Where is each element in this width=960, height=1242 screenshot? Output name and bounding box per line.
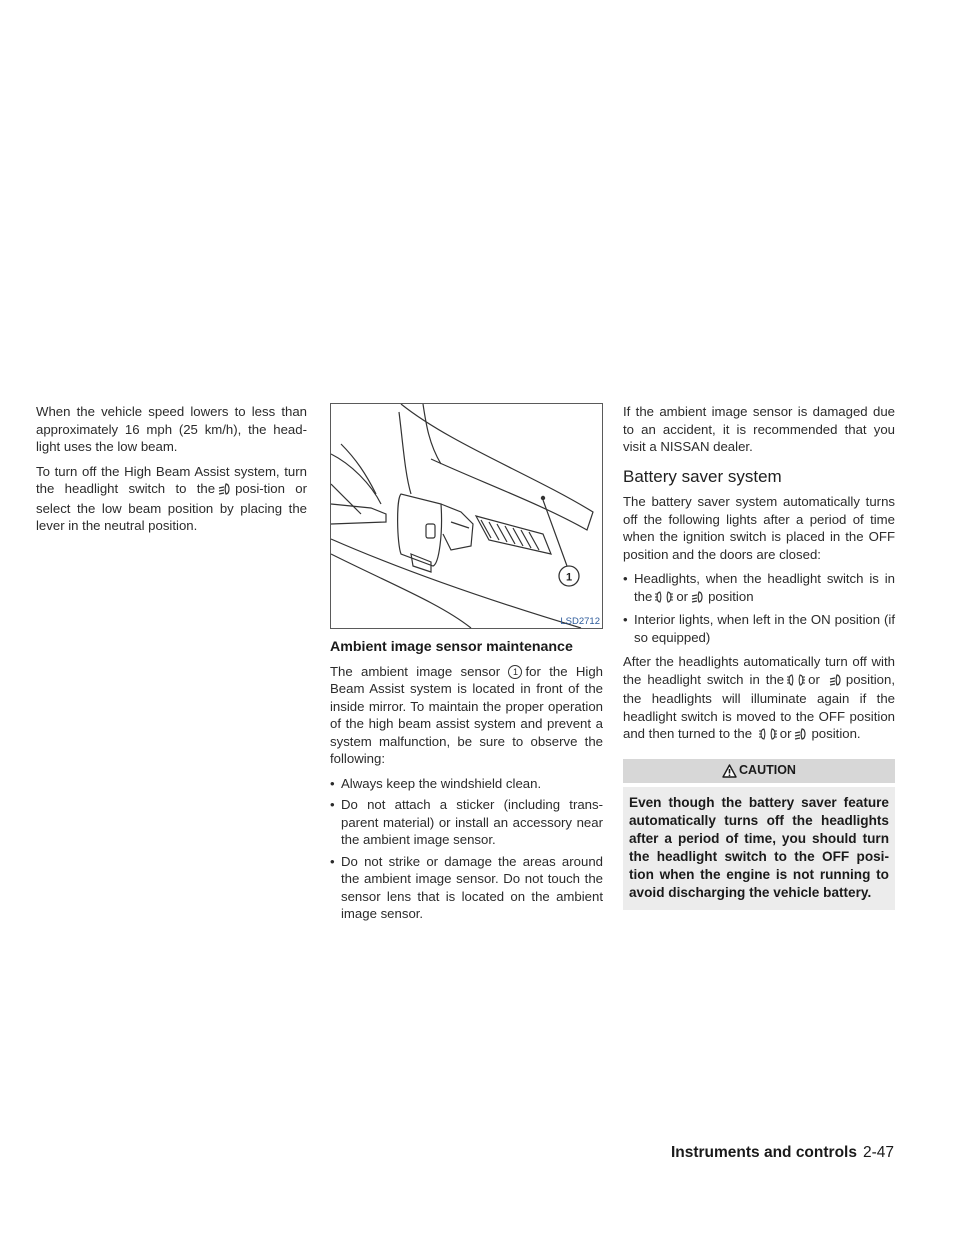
figure-code: LSD2712 <box>560 616 600 627</box>
headlight-icon <box>829 673 843 691</box>
heading-sensor-maintenance: Ambient image sensor maintenance <box>330 639 573 655</box>
callout-number: 1 <box>565 571 573 584</box>
page-footer <box>0 1144 894 1162</box>
page-number: 2-47 <box>862 1144 894 1161</box>
paragraph-sensor-location: The ambient image sensor 1 for the High Beam Assist system is located in front of the inside mirror. To maintain the proper operation of the high beam assist system and prevent a system malfunction, be sure to observe the following: <box>330 663 603 766</box>
chapter-title: Instruments and controls <box>670 1144 857 1161</box>
headlight-icon <box>218 482 232 500</box>
sensor-drawing <box>331 404 602 628</box>
left-column <box>36 403 307 542</box>
parking-light-icon <box>787 673 805 691</box>
paragraph-turn-off-hba: To turn off the High Beam Assist system, turn the headlight switch to the posi-tion or select the low beam position by placing the lever in the neutral position. <box>36 463 307 533</box>
paragraph-battery-saver: The battery saver system automatically turns off the following lights after a period of time when the ignition switch is placed in the OFF position and the doors are closed: <box>623 494 895 562</box>
sensor-care-list <box>330 775 603 923</box>
parking-light-icon <box>759 727 777 745</box>
paragraph-headlights-return: After the headlights automatically turn off with the headlight switch in the or position, the headlights will illuminate again if the headlight switch is moved to the OFF position and then turned to the or position. <box>623 653 895 745</box>
list-item: • Do not strike or damage the areas around the ambient image sensor. Do not touch the sensor lens that is located on the ambient image sensor. <box>330 853 603 923</box>
callout-ref-icon: 1 <box>508 665 522 679</box>
right-column <box>623 403 895 910</box>
list-item: • Do not attach a sticker (including trans-parent material) or install an accessory near the ambient image sensor. <box>330 796 603 849</box>
headlight-icon <box>691 590 705 608</box>
middle-column <box>330 403 603 930</box>
sensor-illustration <box>330 403 603 629</box>
warning-icon <box>722 764 737 778</box>
parking-light-icon <box>655 590 673 608</box>
paragraph-dealer: If the ambient image sensor is damaged due to an accident, it is recommended that you visit a NISSAN dealer. <box>623 404 895 454</box>
headlight-icon <box>794 727 808 745</box>
caution-header <box>623 759 895 783</box>
list-item: • Headlights, when the headlight switch is in the or position <box>623 570 895 607</box>
caution-text: Even though the battery saver feature automatically turns off the headlights after a period of time, you should turn the headlight switch to the OFF posi-tion when the engine is not running to avoid discharging the vehicle battery. <box>623 787 895 910</box>
heading-battery-saver: Battery saver system <box>623 466 782 486</box>
paragraph-low-beam: When the vehicle speed lowers to less than approximately 16 mph (25 km/h), the head-light uses the low beam. <box>36 404 307 454</box>
caution-label: CAUTION <box>739 762 796 777</box>
battery-saver-list <box>623 570 895 646</box>
list-item: • Always keep the windshield clean. <box>330 775 603 793</box>
list-item: • Interior lights, when left in the ON position (if so equipped) <box>623 611 895 646</box>
